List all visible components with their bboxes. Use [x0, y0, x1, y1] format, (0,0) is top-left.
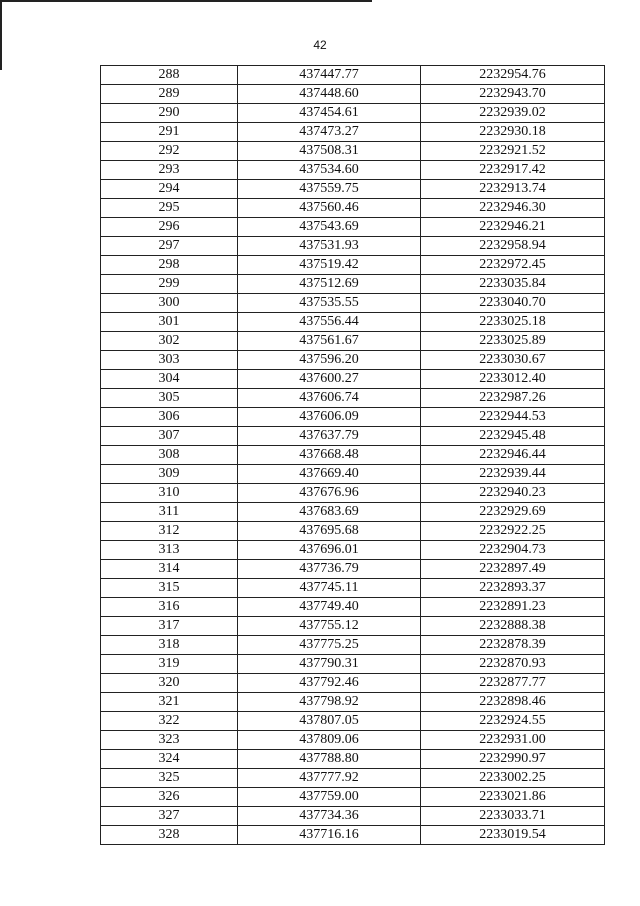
point-number-cell: 321 — [101, 693, 238, 712]
table-row — [101, 180, 605, 199]
point-number-cell: 290 — [101, 104, 238, 123]
point-number-cell: 300 — [101, 294, 238, 313]
table-row — [101, 636, 605, 655]
y-coordinate-cell: 2232878.39 — [421, 636, 605, 655]
y-coordinate-cell: 2233025.89 — [421, 332, 605, 351]
point-number-cell: 313 — [101, 541, 238, 560]
point-number-cell: 295 — [101, 199, 238, 218]
x-coordinate-cell: 437807.05 — [238, 712, 421, 731]
coordinates-table-body — [101, 66, 605, 845]
point-number-cell: 304 — [101, 370, 238, 389]
y-coordinate-cell: 2232888.38 — [421, 617, 605, 636]
table-row — [101, 731, 605, 750]
point-number-cell: 301 — [101, 313, 238, 332]
x-coordinate-cell: 437695.68 — [238, 522, 421, 541]
point-number-cell: 315 — [101, 579, 238, 598]
y-coordinate-cell: 2232930.18 — [421, 123, 605, 142]
y-coordinate-cell: 2232904.73 — [421, 541, 605, 560]
point-number-cell: 289 — [101, 85, 238, 104]
x-coordinate-cell: 437559.75 — [238, 180, 421, 199]
table-row — [101, 332, 605, 351]
y-coordinate-cell: 2232891.23 — [421, 598, 605, 617]
y-coordinate-cell: 2233040.70 — [421, 294, 605, 313]
y-coordinate-cell: 2232946.30 — [421, 199, 605, 218]
table-row — [101, 161, 605, 180]
coordinates-table-container — [100, 65, 604, 845]
table-row — [101, 560, 605, 579]
x-coordinate-cell: 437448.60 — [238, 85, 421, 104]
y-coordinate-cell: 2232972.45 — [421, 256, 605, 275]
x-coordinate-cell: 437759.00 — [238, 788, 421, 807]
table-row — [101, 674, 605, 693]
y-coordinate-cell: 2232939.02 — [421, 104, 605, 123]
point-number-cell: 299 — [101, 275, 238, 294]
y-coordinate-cell: 2232921.52 — [421, 142, 605, 161]
table-row — [101, 237, 605, 256]
y-coordinate-cell: 2232913.74 — [421, 180, 605, 199]
y-coordinate-cell: 2232922.25 — [421, 522, 605, 541]
table-row — [101, 446, 605, 465]
point-number-cell: 311 — [101, 503, 238, 522]
x-coordinate-cell: 437556.44 — [238, 313, 421, 332]
y-coordinate-cell: 2232924.55 — [421, 712, 605, 731]
table-row — [101, 484, 605, 503]
x-coordinate-cell: 437734.36 — [238, 807, 421, 826]
page-number: 42 — [313, 38, 327, 52]
point-number-cell: 317 — [101, 617, 238, 636]
table-row — [101, 199, 605, 218]
table-row — [101, 541, 605, 560]
table-row — [101, 218, 605, 237]
table-row — [101, 617, 605, 636]
x-coordinate-cell: 437736.79 — [238, 560, 421, 579]
y-coordinate-cell: 2232870.93 — [421, 655, 605, 674]
table-row — [101, 427, 605, 446]
point-number-cell: 291 — [101, 123, 238, 142]
y-coordinate-cell: 2232944.53 — [421, 408, 605, 427]
x-coordinate-cell: 437561.67 — [238, 332, 421, 351]
table-row — [101, 313, 605, 332]
y-coordinate-cell: 2232990.97 — [421, 750, 605, 769]
y-coordinate-cell: 2233019.54 — [421, 826, 605, 845]
coordinates-table — [100, 65, 605, 845]
point-number-cell: 297 — [101, 237, 238, 256]
x-coordinate-cell: 437534.60 — [238, 161, 421, 180]
x-coordinate-cell: 437596.20 — [238, 351, 421, 370]
x-coordinate-cell: 437637.79 — [238, 427, 421, 446]
y-coordinate-cell: 2233030.67 — [421, 351, 605, 370]
point-number-cell: 314 — [101, 560, 238, 579]
x-coordinate-cell: 437519.42 — [238, 256, 421, 275]
table-row — [101, 66, 605, 85]
point-number-cell: 323 — [101, 731, 238, 750]
table-row — [101, 826, 605, 845]
point-number-cell: 326 — [101, 788, 238, 807]
x-coordinate-cell: 437788.80 — [238, 750, 421, 769]
y-coordinate-cell: 2233002.25 — [421, 769, 605, 788]
y-coordinate-cell: 2232954.76 — [421, 66, 605, 85]
x-coordinate-cell: 437668.48 — [238, 446, 421, 465]
point-number-cell: 303 — [101, 351, 238, 370]
x-coordinate-cell: 437809.06 — [238, 731, 421, 750]
table-row — [101, 256, 605, 275]
table-row — [101, 123, 605, 142]
y-coordinate-cell: 2232945.48 — [421, 427, 605, 446]
point-number-cell: 310 — [101, 484, 238, 503]
x-coordinate-cell: 437790.31 — [238, 655, 421, 674]
table-row — [101, 522, 605, 541]
y-coordinate-cell: 2232897.49 — [421, 560, 605, 579]
x-coordinate-cell: 437447.77 — [238, 66, 421, 85]
point-number-cell: 292 — [101, 142, 238, 161]
point-number-cell: 328 — [101, 826, 238, 845]
x-coordinate-cell: 437606.09 — [238, 408, 421, 427]
x-coordinate-cell: 437755.12 — [238, 617, 421, 636]
x-coordinate-cell: 437531.93 — [238, 237, 421, 256]
table-row — [101, 503, 605, 522]
y-coordinate-cell: 2232931.00 — [421, 731, 605, 750]
x-coordinate-cell: 437543.69 — [238, 218, 421, 237]
x-coordinate-cell: 437798.92 — [238, 693, 421, 712]
point-number-cell: 302 — [101, 332, 238, 351]
y-coordinate-cell: 2233021.86 — [421, 788, 605, 807]
point-number-cell: 327 — [101, 807, 238, 826]
point-number-cell: 307 — [101, 427, 238, 446]
table-row — [101, 465, 605, 484]
point-number-cell: 294 — [101, 180, 238, 199]
x-coordinate-cell: 437606.74 — [238, 389, 421, 408]
y-coordinate-cell: 2232943.70 — [421, 85, 605, 104]
y-coordinate-cell: 2232929.69 — [421, 503, 605, 522]
y-coordinate-cell: 2232940.23 — [421, 484, 605, 503]
table-row — [101, 598, 605, 617]
point-number-cell: 293 — [101, 161, 238, 180]
x-coordinate-cell: 437560.46 — [238, 199, 421, 218]
table-row — [101, 807, 605, 826]
top-rule — [0, 0, 372, 2]
x-coordinate-cell: 437535.55 — [238, 294, 421, 313]
point-number-cell: 312 — [101, 522, 238, 541]
x-coordinate-cell: 437473.27 — [238, 123, 421, 142]
point-number-cell: 298 — [101, 256, 238, 275]
y-coordinate-cell: 2232946.44 — [421, 446, 605, 465]
point-number-cell: 308 — [101, 446, 238, 465]
point-number-cell: 309 — [101, 465, 238, 484]
table-row — [101, 769, 605, 788]
table-row — [101, 693, 605, 712]
y-coordinate-cell: 2233012.40 — [421, 370, 605, 389]
table-row — [101, 712, 605, 731]
table-row — [101, 788, 605, 807]
point-number-cell: 320 — [101, 674, 238, 693]
x-coordinate-cell: 437749.40 — [238, 598, 421, 617]
table-row — [101, 408, 605, 427]
point-number-cell: 296 — [101, 218, 238, 237]
y-coordinate-cell: 2233033.71 — [421, 807, 605, 826]
y-coordinate-cell: 2232893.37 — [421, 579, 605, 598]
y-coordinate-cell: 2232898.46 — [421, 693, 605, 712]
y-coordinate-cell: 2232877.77 — [421, 674, 605, 693]
point-number-cell: 316 — [101, 598, 238, 617]
y-coordinate-cell: 2233025.18 — [421, 313, 605, 332]
table-row — [101, 275, 605, 294]
point-number-cell: 288 — [101, 66, 238, 85]
x-coordinate-cell: 437454.61 — [238, 104, 421, 123]
table-row — [101, 351, 605, 370]
x-coordinate-cell: 437696.01 — [238, 541, 421, 560]
y-coordinate-cell: 2232917.42 — [421, 161, 605, 180]
table-row — [101, 655, 605, 674]
x-coordinate-cell: 437676.96 — [238, 484, 421, 503]
x-coordinate-cell: 437669.40 — [238, 465, 421, 484]
x-coordinate-cell: 437777.92 — [238, 769, 421, 788]
x-coordinate-cell: 437775.25 — [238, 636, 421, 655]
point-number-cell: 305 — [101, 389, 238, 408]
point-number-cell: 325 — [101, 769, 238, 788]
table-row — [101, 85, 605, 104]
x-coordinate-cell: 437600.27 — [238, 370, 421, 389]
y-coordinate-cell: 2232958.94 — [421, 237, 605, 256]
left-rule — [0, 0, 2, 70]
y-coordinate-cell: 2232939.44 — [421, 465, 605, 484]
x-coordinate-cell: 437792.46 — [238, 674, 421, 693]
point-number-cell: 319 — [101, 655, 238, 674]
x-coordinate-cell: 437512.69 — [238, 275, 421, 294]
x-coordinate-cell: 437716.16 — [238, 826, 421, 845]
point-number-cell: 318 — [101, 636, 238, 655]
point-number-cell: 306 — [101, 408, 238, 427]
point-number-cell: 324 — [101, 750, 238, 769]
table-row — [101, 142, 605, 161]
table-row — [101, 579, 605, 598]
table-row — [101, 294, 605, 313]
point-number-cell: 322 — [101, 712, 238, 731]
x-coordinate-cell: 437683.69 — [238, 503, 421, 522]
y-coordinate-cell: 2232987.26 — [421, 389, 605, 408]
table-row — [101, 104, 605, 123]
x-coordinate-cell: 437745.11 — [238, 579, 421, 598]
table-row — [101, 370, 605, 389]
y-coordinate-cell: 2232946.21 — [421, 218, 605, 237]
table-row — [101, 389, 605, 408]
x-coordinate-cell: 437508.31 — [238, 142, 421, 161]
table-row — [101, 750, 605, 769]
y-coordinate-cell: 2233035.84 — [421, 275, 605, 294]
